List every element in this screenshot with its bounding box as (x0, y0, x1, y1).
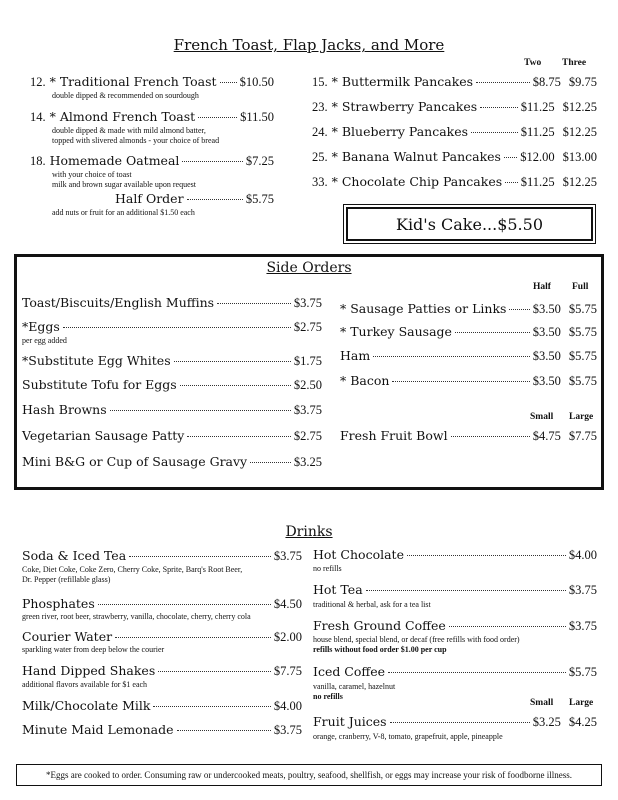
side-item: *Eggs $2.75 (22, 319, 322, 334)
side-item: * Turkey Sausage $3.50 $5.75 (340, 324, 597, 339)
section-title-drinks: Drinks (285, 524, 333, 540)
kids-cake-box (343, 204, 596, 244)
side-item: Vegetarian Sausage Patty $2.75 (22, 428, 322, 443)
col-header-small: Small (530, 412, 554, 422)
side-item-fruit-bowl: Fresh Fruit Bowl $4.75 $7.75 (340, 428, 597, 443)
item-note: house blend, special blend, or decaf (free refills with food order) (313, 635, 520, 644)
side-item: *Substitute Egg Whites $1.75 (22, 353, 322, 368)
item-note: with your choice of toast (52, 170, 132, 179)
item-note: refills without food order $1.00 per cup (313, 645, 447, 654)
item-note: vanilla, caramel, hazelnut (313, 682, 396, 691)
side-item: Ham $3.50 $5.75 (340, 348, 597, 363)
item-note: no refills (313, 692, 343, 701)
menu-item-banana-walnut-pancakes: 25. * Banana Walnut Pancakes $12.00 $13.00 (312, 149, 597, 164)
col-header-small: Small (530, 698, 554, 708)
side-item: Substitute Tofu for Eggs $2.50 (22, 377, 322, 392)
item-note: Dr. Pepper (refillable glass) (22, 575, 111, 584)
drink-item: Minute Maid Lemonade $3.75 (22, 722, 302, 737)
item-note: sparkling water from deep below the courier (22, 645, 165, 654)
item-note: topped with slivered almonds - your choice of bread (52, 136, 220, 145)
menu-item-homemade-oatmeal: 18. Homemade Oatmeal $7.25 (30, 153, 274, 168)
item-note: double dipped & recommended on sourdough (52, 91, 199, 100)
side-item: Hash Browns $3.75 (22, 402, 322, 417)
drink-item: Iced Coffee $5.75 (313, 664, 597, 679)
menu-item-almond-french-toast: 14. * Almond French Toast $11.50 (30, 109, 274, 124)
item-note: double dipped & made with mild almond batter, (52, 126, 206, 135)
section-title-side-orders: Side Orders (266, 260, 352, 276)
side-item: * Bacon $3.50 $5.75 (340, 373, 597, 388)
drink-item: Hot Tea $3.75 (313, 582, 597, 597)
item-note: add nuts or fruit for an additional $1.50 each (52, 208, 195, 217)
col-header-half: Half (533, 282, 551, 292)
item-note: no refills (313, 564, 342, 573)
item-note: Coke, Diet Coke, Coke Zero, Cherry Coke, Sprite, Barq's Root Beer, (22, 565, 243, 574)
menu-item-blueberry-pancakes: 24. * Blueberry Pancakes $11.25 $12.25 (312, 124, 597, 139)
menu-item-chocolate-chip-pancakes: 33. * Chocolate Chip Pancakes $11.25 $12.25 (312, 174, 597, 189)
drink-item: Hot Chocolate $4.00 (313, 547, 597, 562)
item-note: orange, cranberry, V-8, tomato, grapefruit, apple, pineapple (313, 732, 503, 741)
col-header-large: Large (569, 412, 594, 422)
item-note: green river, root beer, strawberry, vanilla, chocolate, cherry, cherry cola (22, 612, 251, 621)
drink-item: Hand Dipped Shakes $7.75 (22, 663, 302, 678)
col-header-three: Three (562, 58, 587, 68)
drink-item: Phosphates $4.50 (22, 596, 302, 611)
menu-item-buttermilk-pancakes: 15. * Buttermilk Pancakes $8.75 $9.75 (312, 74, 597, 89)
item-note: per egg added (22, 336, 67, 345)
col-header-full: Full (572, 282, 589, 292)
item-note: traditional & herbal, ask for a tea list (313, 600, 431, 609)
kids-cake-label: Kid's Cake...$5.50 (346, 207, 593, 241)
drink-item: Milk/Chocolate Milk $4.00 (22, 698, 302, 713)
menu-item-half-order: Half Order $5.75 (115, 191, 274, 206)
menu-item-traditional-french-toast: 12. * Traditional French Toast $10.50 (30, 74, 274, 89)
drink-item: Fresh Ground Coffee $3.75 (313, 618, 597, 633)
col-header-large: Large (569, 698, 594, 708)
section-title-french-toast: French Toast, Flap Jacks, and More (173, 36, 445, 54)
col-header-two: Two (524, 58, 542, 68)
item-note: milk and brown sugar available upon request (52, 180, 196, 189)
item-note: additional flavors available for $1 each (22, 680, 148, 689)
menu-item-strawberry-pancakes: 23. * Strawberry Pancakes $11.25 $12.25 (312, 99, 597, 114)
footer-disclaimer: *Eggs are cooked to order. Consuming raw or undercooked meats, poultry, seafood, shellfish, or eggs may increase your risk of foodborne illness. (16, 764, 602, 786)
side-item: Toast/Biscuits/English Muffins $3.75 (22, 295, 322, 310)
side-item: * Sausage Patties or Links $3.50 $5.75 (340, 301, 597, 316)
drink-item: Soda & Iced Tea $3.75 (22, 548, 302, 563)
drink-item: Courier Water $2.00 (22, 629, 302, 644)
drink-item-fruit-juices: Fruit Juices $3.25 $4.25 (313, 714, 597, 729)
side-item: Mini B&G or Cup of Sausage Gravy $3.25 (22, 454, 322, 469)
